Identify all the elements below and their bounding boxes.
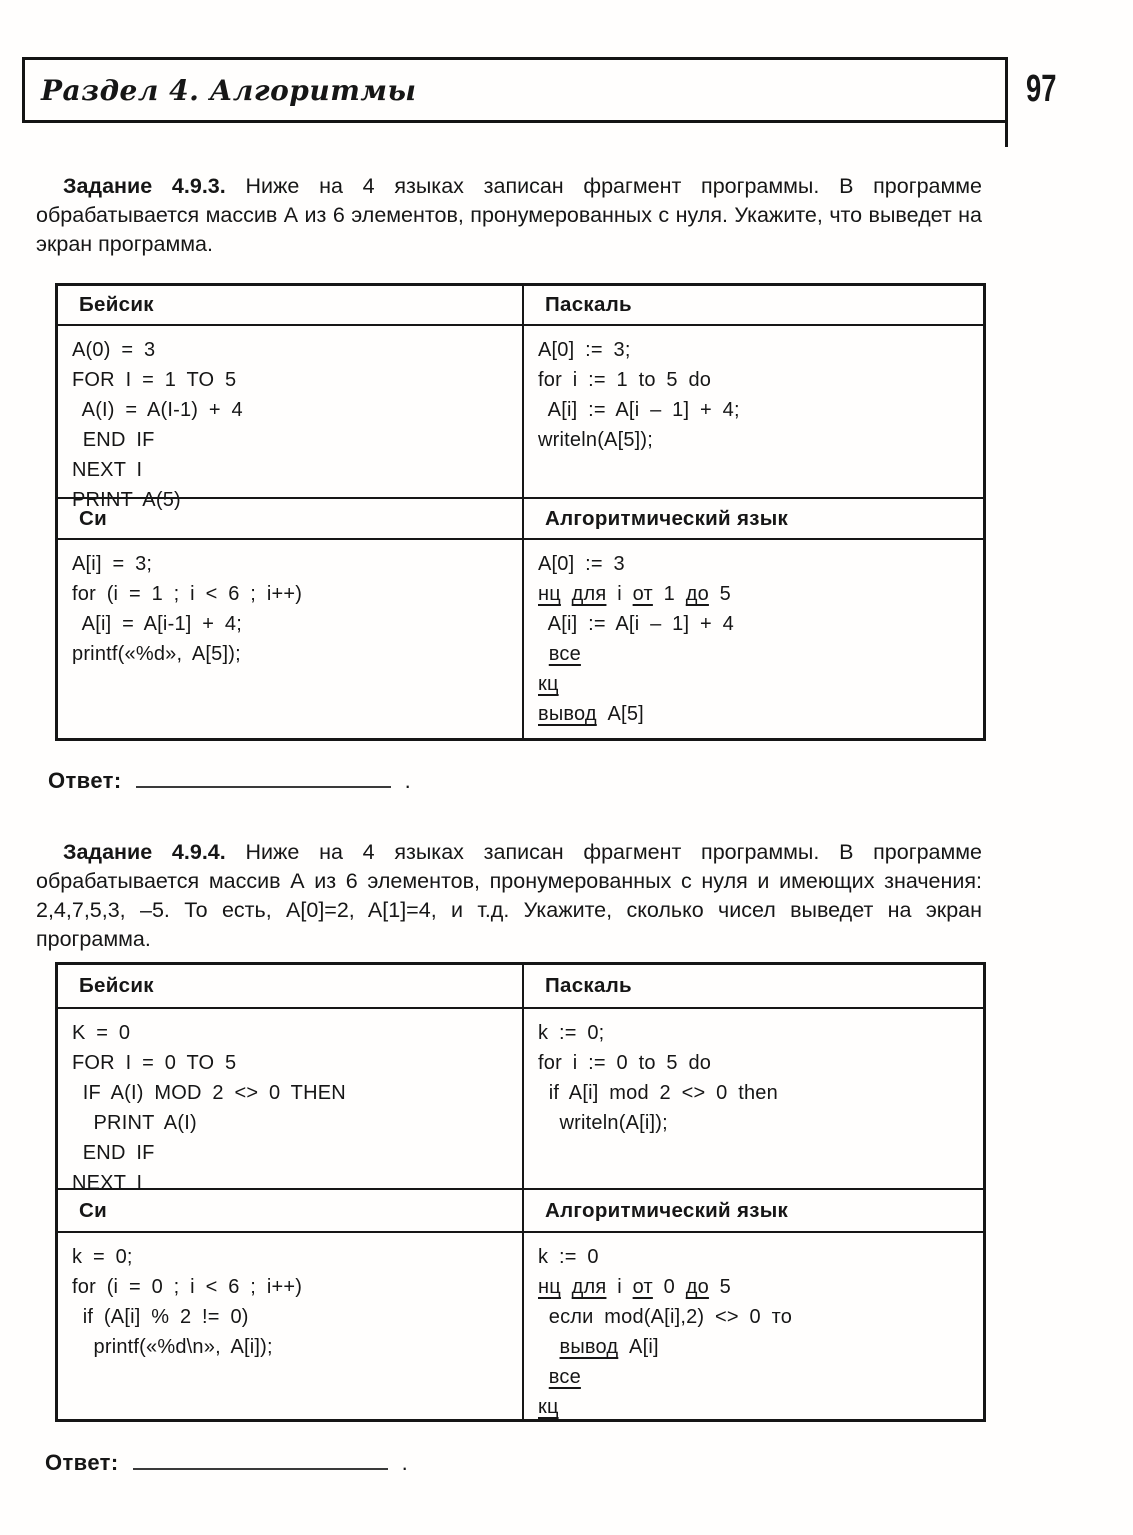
- task-2-code-c: [58, 1233, 524, 1419]
- code-line: PRINT A(I): [72, 1112, 197, 1134]
- code-line: printf(«%d», A[5]);: [72, 643, 241, 665]
- code-line: writeln(A[5]);: [538, 429, 654, 451]
- section-title: Раздел 4. Алгоритмы: [41, 73, 417, 107]
- code-line: for (i = 0 ; i < 6 ; i++): [72, 1276, 303, 1298]
- code-line: A[i] := A[i – 1] + 4;: [538, 399, 740, 421]
- task-2-header-pascal: Паскаль: [524, 965, 983, 1009]
- code-line: A[0] := 3;: [538, 339, 631, 361]
- task-2-paragraph: [36, 838, 982, 954]
- task-1-header-c: Си: [58, 499, 524, 540]
- task-1-answer-period: .: [404, 768, 411, 793]
- task-1-answer-blank-line: [136, 768, 391, 788]
- code-line: вывод A[5]: [538, 703, 644, 725]
- task-1-code-pascal: [524, 326, 983, 499]
- task-2-code-basic: [58, 1009, 524, 1194]
- running-header-box: [22, 57, 1008, 123]
- task-1-header-basic: Бейсик: [58, 286, 524, 326]
- task-1-header-pascal: Паскаль: [524, 286, 983, 326]
- task-1-text: Ниже на 4 языках записан фрагмент программы. В программе обрабатывается массив А из 6 элементов, пронумерованных с нуля. Укажите, что выведет на экран программа.: [36, 174, 983, 256]
- task-2-title: Задание 4.9.4.: [63, 840, 226, 864]
- code-line: k := 0: [538, 1246, 599, 1268]
- code-line: k := 0;: [538, 1022, 605, 1044]
- task-1-answer-label: Ответ:: [48, 768, 122, 793]
- code-line: нц для i от 0 до 5: [538, 1276, 732, 1298]
- task-1-code-basic: [58, 326, 524, 511]
- task-1-title: Задание 4.9.3.: [63, 174, 226, 198]
- code-line: IF A(I) MOD 2 <> 0 THEN: [72, 1082, 346, 1104]
- code-line: if A[i] mod 2 <> 0 then: [538, 1082, 778, 1104]
- code-line: вывод A[i]: [559, 1336, 659, 1358]
- code-line: writeln(A[i]);: [538, 1112, 668, 1134]
- code-line: A[i] = A[i-1] + 4;: [72, 613, 242, 635]
- task-2-header-c: Си: [58, 1190, 524, 1233]
- code-line: if (A[i] % 2 != 0): [72, 1306, 249, 1328]
- task-1-code-algorithmic: [524, 540, 983, 738]
- code-line: K = 0: [72, 1022, 131, 1044]
- code-line: все: [548, 1366, 581, 1388]
- task-2-code-pascal: [524, 1009, 983, 1190]
- task-2-header-algorithmic: Алгоритмический язык: [524, 1190, 983, 1233]
- code-line: printf(«%d\n», A[i]);: [72, 1336, 273, 1358]
- code-line: END IF: [72, 429, 155, 451]
- task-2-text: Ниже на 4 языках записан фрагмент программы. В программе обрабатывается массив А из 6 элементов, пронумерованных с нуля и имеющих значения: 2,4,7,5,3, –5. То есть, A[0]=2, A[1]=4, и т.д. Укажите, сколько чисел выведет на экран программа.: [36, 840, 983, 951]
- code-line: for i := 1 to 5 do: [538, 369, 712, 391]
- code-line: END IF: [72, 1142, 155, 1164]
- code-line: NEXT I: [72, 1172, 143, 1194]
- page-number: 97: [1026, 68, 1057, 110]
- task-2-answer-row: [45, 1450, 408, 1476]
- code-line: если mod(A[i],2) <> 0 то: [538, 1306, 793, 1328]
- code-line: A(I) = A(I-1) + 4: [72, 399, 243, 421]
- code-line: A[i] = 3;: [72, 553, 153, 575]
- code-line: нц для i от 1 до 5: [538, 583, 732, 605]
- code-line: NEXT I: [72, 459, 143, 481]
- code-line: A[i] := A[i – 1] + 4: [538, 613, 734, 635]
- code-line: FOR I = 1 TO 5: [72, 369, 237, 391]
- task-2-answer-blank-line: [133, 1450, 388, 1470]
- task-1-header-algorithmic: Алгоритмический язык: [524, 499, 983, 540]
- task-2-header-basic: Бейсик: [58, 965, 524, 1009]
- code-line: A[0] := 3: [538, 553, 625, 575]
- task-2-language-table: [55, 962, 986, 1422]
- task-1-language-table: [55, 283, 986, 741]
- code-line: FOR I = 0 TO 5: [72, 1052, 237, 1074]
- task-1-paragraph: [36, 172, 982, 259]
- task-1-answer-row: [48, 768, 411, 794]
- code-line: PRINT A(5): [72, 489, 181, 511]
- code-line: кц: [538, 1396, 559, 1418]
- task-1-code-c: [58, 540, 524, 738]
- task-2-code-algorithmic: [524, 1233, 983, 1419]
- code-line: кц: [538, 673, 559, 695]
- code-line: k = 0;: [72, 1246, 133, 1268]
- code-line: for i := 0 to 5 do: [538, 1052, 712, 1074]
- code-line: A(0) = 3: [72, 339, 156, 361]
- task-2-answer-period: .: [401, 1450, 408, 1475]
- code-line: for (i = 1 ; i < 6 ; i++): [72, 583, 303, 605]
- task-2-answer-label: Ответ:: [45, 1450, 119, 1475]
- code-line: все: [548, 643, 581, 665]
